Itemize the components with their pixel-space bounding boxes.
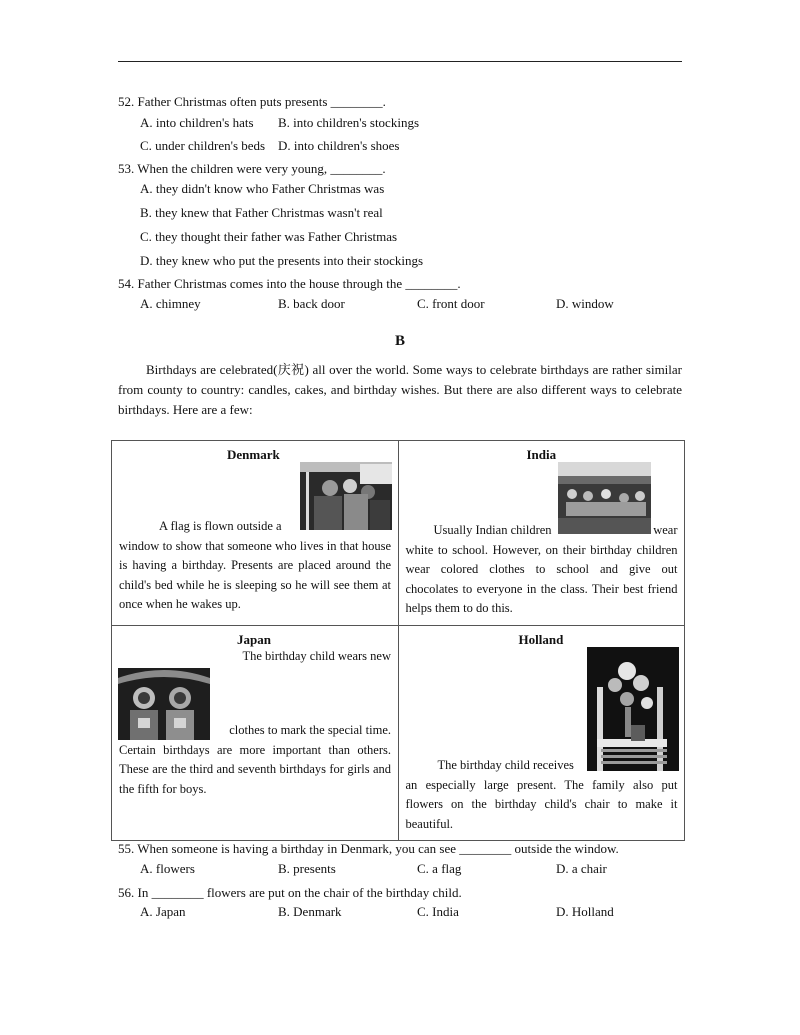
cell-denmark-text (119, 517, 391, 615)
cell-japan-text (119, 721, 391, 799)
question-52-option-a: A. into children's hats (140, 115, 254, 130)
question-53-stem: 53. When the children were very young, ________. (118, 161, 386, 176)
cell-holland-text-rest: an especially large present. The family also put flowers on the birthday child's chair to make it beautiful. (405, 777, 678, 831)
cell-india (398, 441, 685, 626)
question-56-option-c: C. India (417, 904, 459, 919)
question-56-option-b: B. Denmark (278, 904, 342, 919)
question-54-option-c: C. front door (417, 296, 485, 311)
question-53-option-d: D. they knew who put the presents into their stockings (140, 253, 424, 268)
cell-holland-text-lead: The birthday child receives (437, 758, 574, 772)
cell-denmark-text-lead: A flag is flown outside a (159, 519, 282, 533)
cell-japan-text-rest: Certain birthdays are more important than others. These are the third and seventh birthdays for girls and the fifth for boys. (119, 742, 391, 796)
cell-japan-title: Japan (237, 632, 271, 647)
cell-india-text-tail: wear (653, 523, 678, 537)
question-54-option-d: D. window (556, 296, 614, 311)
question-55-option-a: A. flowers (140, 861, 195, 876)
question-56-stem: 56. In ________ flowers are put on the chair of the birthday child. (118, 885, 462, 900)
question-52-option-d: D. into children's shoes (278, 138, 400, 153)
question-54-option-b: B. back door (278, 296, 345, 311)
question-55-option-b: B. presents (278, 861, 336, 876)
holland-photo-image (587, 647, 679, 771)
question-52-stem: 52. Father Christmas often puts presents ________. (118, 94, 386, 109)
cell-india-text-line1 (406, 521, 678, 541)
header-rule (118, 61, 682, 62)
question-54-stem: 54. Father Christmas comes into the house through the ________. (118, 276, 461, 291)
section-b-paragraph (118, 360, 682, 420)
cell-japan (112, 626, 399, 841)
question-52-option-c: C. under children's beds (140, 138, 266, 153)
cell-india-text (406, 521, 678, 619)
cell-japan-text-tail: clothes to mark the special time. (229, 723, 391, 737)
question-53-option-b: B. they knew that Father Christmas wasn't real (140, 205, 383, 220)
question-56-option-d: D. Holland (556, 904, 614, 919)
cell-holland-title: Holland (518, 632, 564, 647)
question-53-option-c: C. they thought their father was Father Christmas (140, 229, 398, 244)
cell-india-text-rest: white to school. However, on their birthday children wear colored clothes to school and give out chocolates to everyone in the class. Their best friend helps them to do this. (405, 542, 678, 616)
cell-denmark (112, 441, 399, 626)
cell-denmark-text-rest: window to show that someone who lives in that house is having a birthday. Presents are placed around the child's bed while he is sleeping so he will see them at once when he wakes up. (119, 538, 391, 612)
section-b-paragraph-text: Birthdays are celebrated(庆祝) all over the world. Some ways to celebrate birthdays are rather similar from county to country: candles, cakes, and birthday wishes. But there are also different ways to celebrate birthdays. Here are a few: (118, 362, 683, 417)
question-54-option-a: A. chimney (140, 296, 201, 311)
question-55-option-c: C. a flag (417, 861, 462, 876)
cell-india-text-lead: Usually Indian children (433, 523, 552, 537)
cell-india-title: India (526, 447, 557, 462)
holland-photo (587, 647, 679, 771)
question-55-stem: 55. When someone is having a birthday in Denmark, you can see ________ outside the window. (118, 841, 619, 856)
cell-denmark-title: Denmark (227, 447, 280, 462)
question-55-option-d: D. a chair (556, 861, 607, 876)
cell-japan-text-lead: The birthday child wears new (242, 649, 391, 663)
question-56-option-a: A. Japan (140, 904, 186, 919)
question-52-option-b: B. into children's stockings (278, 115, 420, 130)
question-53-option-a: A. they didn't know who Father Christmas was (140, 181, 385, 196)
cell-holland (398, 626, 685, 841)
section-b-title: B (394, 333, 405, 349)
cell-holland-text (406, 756, 678, 834)
birthday-customs-table (111, 440, 685, 841)
